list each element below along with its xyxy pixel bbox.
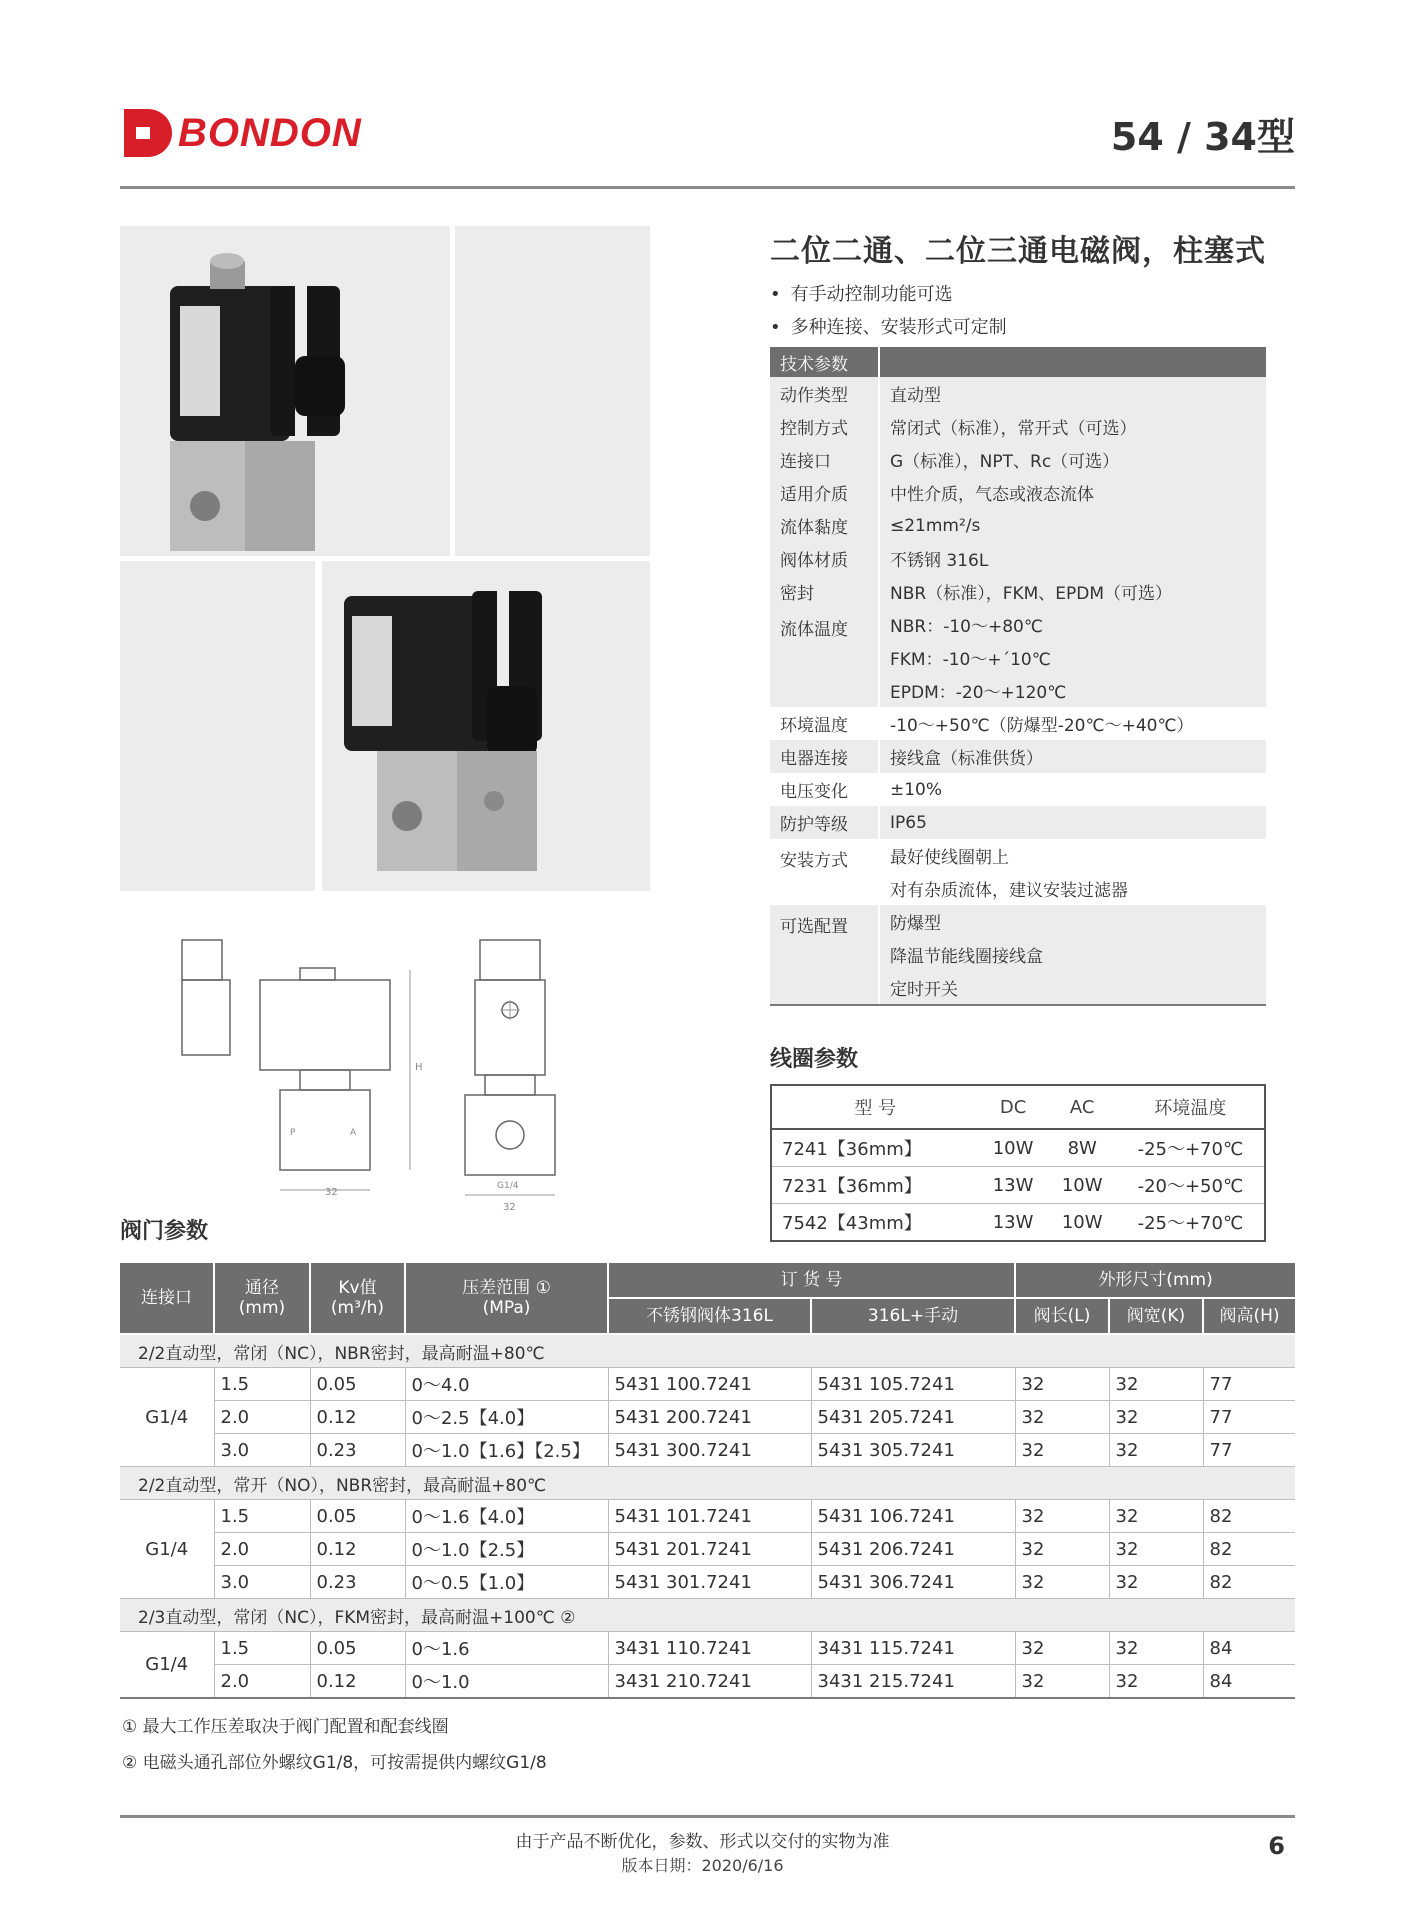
cell: 82 bbox=[1203, 1566, 1295, 1599]
table-row bbox=[120, 1434, 1295, 1467]
coil-header: 环境温度 bbox=[1117, 1085, 1265, 1129]
cell: 3431 210.7241 bbox=[608, 1665, 811, 1699]
spec-value: 接线盒（标准供货） bbox=[879, 740, 1266, 773]
cell: 32 bbox=[1109, 1434, 1203, 1467]
spec-value: 降温节能线圈接线盒 bbox=[879, 938, 1266, 971]
model-number: 54 / 34型 bbox=[1110, 115, 1295, 159]
product-photo-2 bbox=[455, 226, 650, 556]
spec-value: 直动型 bbox=[879, 377, 1266, 410]
cell: 82 bbox=[1203, 1533, 1295, 1566]
group-label: 2/2直动型，常开（NO），NBR密封，最高耐温+80℃ bbox=[120, 1467, 1295, 1500]
spec-header: 技术参数 bbox=[770, 347, 879, 377]
cell: 1.5 bbox=[214, 1500, 310, 1533]
col-h: 阀高(H) bbox=[1203, 1298, 1295, 1334]
conn-cell: G1/4 bbox=[120, 1368, 214, 1467]
spec-value: IP65 bbox=[879, 806, 1266, 839]
header-divider bbox=[120, 186, 1295, 189]
cell: 5431 106.7241 bbox=[811, 1500, 1015, 1533]
cell: 5431 300.7241 bbox=[608, 1434, 811, 1467]
brand-logo bbox=[122, 104, 362, 162]
cell: 3431 215.7241 bbox=[811, 1665, 1015, 1699]
product-photo-3 bbox=[120, 561, 315, 891]
spec-key: 适用介质 bbox=[770, 476, 879, 509]
coil-row bbox=[771, 1167, 1265, 1204]
spec-value: FKM：-10～+´10℃ bbox=[879, 641, 1266, 674]
cell: 5431 200.7241 bbox=[608, 1401, 811, 1434]
group-label: 2/2直动型，常闭（NC），NBR密封，最高耐温+80℃ bbox=[120, 1334, 1295, 1368]
cell: 5431 301.7241 bbox=[608, 1566, 811, 1599]
col-k: 阀宽(K) bbox=[1109, 1298, 1203, 1334]
cell: 77 bbox=[1203, 1401, 1295, 1434]
cell: 32 bbox=[1109, 1533, 1203, 1566]
cell: 32 bbox=[1015, 1533, 1109, 1566]
spec-value: 常闭式（标准），常开式（可选） bbox=[879, 410, 1266, 443]
product-photo-4 bbox=[322, 561, 650, 891]
cell: 32 bbox=[1015, 1632, 1109, 1665]
cell: 32 bbox=[1015, 1434, 1109, 1467]
coil-dc: 13W bbox=[978, 1167, 1047, 1204]
footer-disclaimer: 由于产品不断优化，参数、形式以交付的实物为准 bbox=[515, 1832, 890, 1852]
table-row bbox=[120, 1401, 1295, 1434]
brand-name: BONDON bbox=[178, 110, 362, 155]
dim-width-2: 32 bbox=[503, 1202, 516, 1213]
cell: 3.0 bbox=[214, 1434, 310, 1467]
spec-value: -10～+50℃（防爆型-20℃～+40℃） bbox=[879, 707, 1266, 740]
cell: 0.05 bbox=[310, 1500, 405, 1533]
cell: 32 bbox=[1109, 1368, 1203, 1401]
feature-bullet-1: • 有手动控制功能可选 bbox=[770, 280, 953, 306]
cell: 77 bbox=[1203, 1368, 1295, 1401]
cell: 32 bbox=[1109, 1401, 1203, 1434]
spec-value: G（标准），NPT、Rc（可选） bbox=[879, 443, 1266, 476]
col-conn: 连接口 bbox=[120, 1263, 214, 1334]
cell: 0.05 bbox=[310, 1632, 405, 1665]
table-row bbox=[120, 1533, 1295, 1566]
spec-key: 动作类型 bbox=[770, 377, 879, 410]
cell: 3.0 bbox=[214, 1566, 310, 1599]
cell: 32 bbox=[1109, 1500, 1203, 1533]
coil-header: AC bbox=[1048, 1085, 1117, 1129]
coil-ac: 10W bbox=[1048, 1167, 1117, 1204]
footnote-2: ② 电磁头通孔部位外螺纹G1/8，可按需提供内螺纹G1/8 bbox=[122, 1753, 547, 1773]
cell: 0～1.0【1.6】【2.5】 bbox=[405, 1434, 608, 1467]
cell: 0.23 bbox=[310, 1566, 405, 1599]
cell: 32 bbox=[1015, 1368, 1109, 1401]
spec-key: 防护等级 bbox=[770, 806, 879, 839]
col-kv: Kv值 (m³/h) bbox=[310, 1263, 405, 1334]
coil-row bbox=[771, 1129, 1265, 1167]
cell: 0～1.0【2.5】 bbox=[405, 1533, 608, 1566]
coil-row bbox=[771, 1204, 1265, 1242]
cell: 1.5 bbox=[214, 1632, 310, 1665]
col-order-b: 316L+手动 bbox=[811, 1298, 1015, 1334]
coil-ac: 8W bbox=[1048, 1129, 1117, 1167]
spec-value: 不锈钢 316L bbox=[879, 542, 1266, 575]
coil-table bbox=[770, 1084, 1266, 1242]
cell: 0～1.0 bbox=[405, 1665, 608, 1699]
spec-key: 安装方式 bbox=[770, 839, 879, 905]
col-dn: 通径 (mm) bbox=[214, 1263, 310, 1334]
spec-key: 电压变化 bbox=[770, 773, 879, 806]
group-label: 2/3直动型，常闭（NC），FKM密封，最高耐温+100℃ ② bbox=[120, 1599, 1295, 1632]
dim-height: H bbox=[415, 1062, 423, 1073]
table-row bbox=[120, 1632, 1295, 1665]
product-photo-1 bbox=[120, 226, 450, 556]
coil-temp: -25～+70℃ bbox=[1117, 1129, 1265, 1167]
cell: 3431 115.7241 bbox=[811, 1632, 1015, 1665]
cell: 77 bbox=[1203, 1434, 1295, 1467]
table-row bbox=[120, 1566, 1295, 1599]
technical-drawing bbox=[170, 930, 610, 1230]
col-l: 阀长(L) bbox=[1015, 1298, 1109, 1334]
cell: 0～0.5【1.0】 bbox=[405, 1566, 608, 1599]
spec-value: 防爆型 bbox=[879, 905, 1266, 938]
cell: 5431 101.7241 bbox=[608, 1500, 811, 1533]
coil-header: DC bbox=[978, 1085, 1047, 1129]
col-pressure: 压差范围 ① (MPa) bbox=[405, 1263, 608, 1334]
cell: 2.0 bbox=[214, 1665, 310, 1699]
port-p-label: P bbox=[290, 1128, 296, 1138]
coil-header: 型 号 bbox=[771, 1085, 978, 1129]
cell: 2.0 bbox=[214, 1401, 310, 1434]
page-number: 6 bbox=[1268, 1832, 1285, 1860]
coil-model: 7231【36mm】 bbox=[771, 1167, 978, 1204]
table-row bbox=[120, 1368, 1295, 1401]
coil-dc: 10W bbox=[978, 1129, 1047, 1167]
coil-model: 7241【36mm】 bbox=[771, 1129, 978, 1167]
spec-key: 阀体材质 bbox=[770, 542, 879, 575]
spec-value: NBR：-10～+80℃ bbox=[879, 608, 1266, 641]
footnote-1: ① 最大工作压差取决于阀门配置和配套线圈 bbox=[122, 1717, 449, 1737]
cell: 0.12 bbox=[310, 1533, 405, 1566]
cell: 5431 201.7241 bbox=[608, 1533, 811, 1566]
cell: 0～1.6【4.0】 bbox=[405, 1500, 608, 1533]
valve-table bbox=[120, 1263, 1295, 1699]
cell: 0～4.0 bbox=[405, 1368, 608, 1401]
spec-key: 密封 bbox=[770, 575, 879, 608]
spec-table bbox=[770, 347, 1266, 1006]
cell: 0～2.5【4.0】 bbox=[405, 1401, 608, 1434]
footer-divider bbox=[120, 1815, 1295, 1818]
cell: 84 bbox=[1203, 1632, 1295, 1665]
cell: 5431 205.7241 bbox=[811, 1401, 1015, 1434]
spec-value: ≤21mm²/s bbox=[879, 509, 1266, 542]
coil-dc: 13W bbox=[978, 1204, 1047, 1242]
cell: 32 bbox=[1015, 1665, 1109, 1699]
col-order: 订 货 号 bbox=[608, 1263, 1015, 1298]
spec-value: 最好使线圈朝上 bbox=[879, 839, 1266, 872]
cell: 0.12 bbox=[310, 1401, 405, 1434]
logo-mark-icon bbox=[122, 107, 174, 159]
cell: 5431 206.7241 bbox=[811, 1533, 1015, 1566]
feature-bullet-2: • 多种连接、安装形式可定制 bbox=[770, 313, 1007, 339]
cell: 32 bbox=[1015, 1566, 1109, 1599]
spec-value: 定时开关 bbox=[879, 971, 1266, 1005]
spec-value: NBR（标准），FKM、EPDM（可选） bbox=[879, 575, 1266, 608]
port-a-label: A bbox=[350, 1128, 357, 1138]
cell: 82 bbox=[1203, 1500, 1295, 1533]
table-row bbox=[120, 1500, 1295, 1533]
cell: 32 bbox=[1109, 1632, 1203, 1665]
conn-cell: G1/4 bbox=[120, 1500, 214, 1599]
coil-ac: 10W bbox=[1048, 1204, 1117, 1242]
spec-value: EPDM：-20～+120℃ bbox=[879, 674, 1266, 707]
spec-key: 环境温度 bbox=[770, 707, 879, 740]
cell: 5431 306.7241 bbox=[811, 1566, 1015, 1599]
spec-key: 连接口 bbox=[770, 443, 879, 476]
coil-model: 7542【43mm】 bbox=[771, 1204, 978, 1242]
cell: 2.0 bbox=[214, 1533, 310, 1566]
col-order-a: 不锈钢阀体316L bbox=[608, 1298, 811, 1334]
cell: 5431 305.7241 bbox=[811, 1434, 1015, 1467]
footer-version-date: 版本日期：2020/6/16 bbox=[621, 1856, 784, 1875]
spec-key: 电器连接 bbox=[770, 740, 879, 773]
port-size: G1/4 bbox=[497, 1181, 519, 1191]
cell: 32 bbox=[1109, 1566, 1203, 1599]
cell: 32 bbox=[1015, 1500, 1109, 1533]
spec-key: 控制方式 bbox=[770, 410, 879, 443]
spec-value: 中性介质，气态或液态流体 bbox=[879, 476, 1266, 509]
cell: 5431 105.7241 bbox=[811, 1368, 1015, 1401]
coil-temp: -25～+70℃ bbox=[1117, 1204, 1265, 1242]
spec-value: 对有杂质流体，建议安装过滤器 bbox=[879, 872, 1266, 905]
cell: 32 bbox=[1109, 1665, 1203, 1699]
spec-key: 流体黏度 bbox=[770, 509, 879, 542]
cell: 84 bbox=[1203, 1665, 1295, 1699]
cell: 0.12 bbox=[310, 1665, 405, 1699]
conn-cell: G1/4 bbox=[120, 1632, 214, 1699]
spec-key: 可选配置 bbox=[770, 905, 879, 1005]
cell: 32 bbox=[1015, 1401, 1109, 1434]
coil-section-title: 线圈参数 bbox=[770, 1047, 859, 1072]
coil-temp: -20～+50℃ bbox=[1117, 1167, 1265, 1204]
spec-key: 流体温度 bbox=[770, 608, 879, 707]
cell: 5431 100.7241 bbox=[608, 1368, 811, 1401]
cell: 0～1.6 bbox=[405, 1632, 608, 1665]
cell: 0.05 bbox=[310, 1368, 405, 1401]
cell: 3431 110.7241 bbox=[608, 1632, 811, 1665]
valve-section-title: 阀门参数 bbox=[120, 1219, 209, 1244]
dim-width: 32 bbox=[325, 1187, 338, 1198]
cell: 0.23 bbox=[310, 1434, 405, 1467]
cell: 1.5 bbox=[214, 1368, 310, 1401]
col-dims: 外形尺寸(mm) bbox=[1015, 1263, 1295, 1298]
product-title: 二位二通、二位三通电磁阀，柱塞式 bbox=[770, 234, 1266, 269]
spec-value: ±10% bbox=[879, 773, 1266, 806]
table-row bbox=[120, 1665, 1295, 1699]
